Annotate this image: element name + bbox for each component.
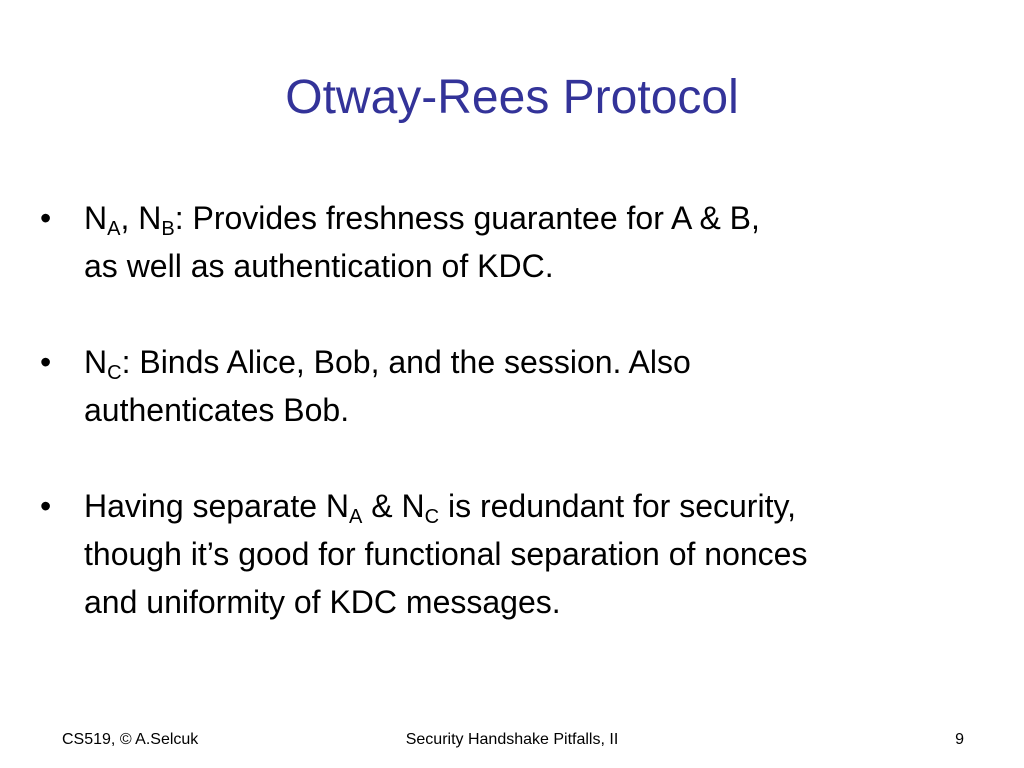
bullet-item — [38, 194, 1008, 290]
footer-course-credit: CS519, © A.Selcuk — [62, 731, 199, 748]
bullet-text: $N_C$: Binds Alice, Bob, and the session. Also authenticates Bob. — [84, 344, 691, 428]
bullet-item — [38, 338, 1008, 434]
footer-lecture-title: Security Handshake Pitfalls, II — [405, 731, 619, 748]
bullet-dot-icon: • — [40, 344, 52, 380]
slide-title: Otway-Rees Protocol — [285, 71, 739, 124]
bullet-text: Having separate $N_A$ & $N_C$ is redundant for security, though it’s good for functional separation of nonces and uniformity of KDC messages. — [84, 488, 808, 620]
bullet-dot-icon: • — [40, 488, 52, 524]
bullet-item — [38, 482, 1008, 626]
footer-page-number: 9 — [955, 731, 964, 748]
bullet-dot-icon: • — [40, 200, 52, 236]
bullet-text: $N_A$, $N_B$: Provides freshness guarantee for A & B, as well as authentication of KDC. — [84, 200, 760, 284]
bullet-list — [38, 194, 1008, 626]
